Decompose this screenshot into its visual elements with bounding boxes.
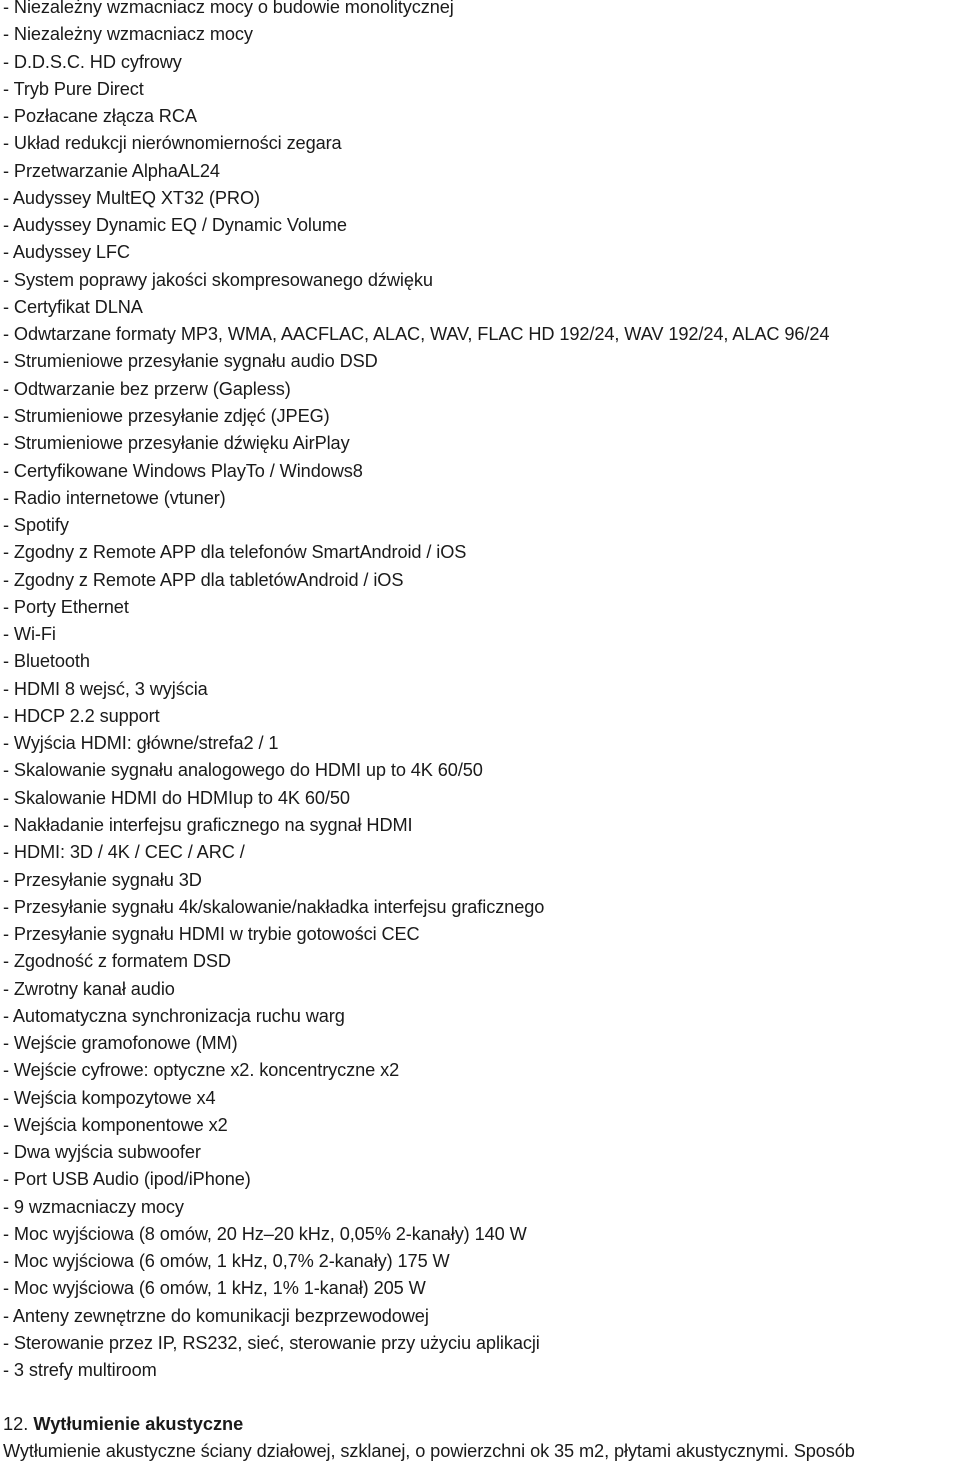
list-item: - Wi-Fi — [3, 624, 56, 645]
list-item: - Niezależny wzmacniacz mocy — [3, 24, 253, 45]
list-item: - Wyjścia HDMI: główne/strefa2 / 1 — [3, 733, 279, 754]
list-item: - 9 wzmacniaczy mocy — [3, 1196, 184, 1217]
list-item: - Przesyłanie sygnału HDMI w trybie gotowości CEC — [3, 924, 420, 945]
document-page — [3, 0, 958, 1385]
list-item: - Odwtarzane formaty MP3, WMA, AACFLAC, ALAC, WAV, FLAC HD 192/24, WAV 192/24, ALAC 96/24 — [3, 324, 830, 345]
list-item: - Port USB Audio (ipod/iPhone) — [3, 1169, 251, 1190]
list-item: - Strumieniowe przesyłanie zdjęć (JPEG) — [3, 405, 330, 426]
list-item: - Nakładanie interfejsu graficznego na sygnał HDMI — [3, 814, 413, 835]
list-item: - Strumieniowe przesyłanie sygnału audio DSD — [3, 351, 378, 372]
section-heading — [3, 1411, 960, 1438]
list-item: - Wejścia komponentowe x2 — [3, 1114, 228, 1135]
section-number: 12. — [3, 1414, 29, 1434]
feature-list — [3, 0, 958, 1385]
list-item: - Bluetooth — [3, 651, 90, 672]
list-item: - Niezależny wzmacniacz mocy o budowie monolitycznej — [3, 0, 454, 17]
list-item: - Moc wyjściowa (8 omów, 20 Hz–20 kHz, 0,05% 2-kanały) 140 W — [3, 1223, 527, 1244]
list-item: - Odtwarzanie bez przerw (Gapless) — [3, 378, 291, 399]
list-item: - Zwrotny kanał audio — [3, 978, 175, 999]
list-item: - Moc wyjściowa (6 omów, 1 kHz, 0,7% 2-kanały) 175 W — [3, 1251, 450, 1272]
section-paragraph: Wytłumienie akustyczne ściany działowej, szklanej, o powierzchni ok 35 m2, płytami akustycznymi. Sposób — [3, 1441, 855, 1461]
section-12 — [3, 1411, 960, 1465]
list-item: - D.D.S.C. HD cyfrowy — [3, 51, 182, 72]
list-item: - Anteny zewnętrzne do komunikacji bezprzewodowej — [3, 1305, 429, 1326]
list-item: - Wejście cyfrowe: optyczne x2. koncentryczne x2 — [3, 1060, 400, 1081]
section-title: Wytłumienie akustyczne — [33, 1414, 244, 1434]
list-item: - Zgodny z Remote APP dla telefonów SmartAndroid / iOS — [3, 542, 467, 563]
list-item: - System poprawy jakości skompresowanego dźwięku — [3, 269, 433, 290]
list-item: - Wejście gramofonowe (MM) — [3, 1033, 238, 1054]
list-item: - Tryb Pure Direct — [3, 78, 144, 99]
list-item: - 3 strefy multiroom — [3, 1360, 157, 1381]
list-item: - Dwa wyjścia subwoofer — [3, 1142, 201, 1163]
list-item: - Zgodny z Remote APP dla tabletówAndroid / iOS — [3, 569, 404, 590]
list-item: - HDMI 8 wejsć, 3 wyjścia — [3, 678, 208, 699]
list-item: - Porty Ethernet — [3, 596, 129, 617]
list-item: - Automatyczna synchronizacja ruchu warg — [3, 1005, 345, 1026]
list-item: - Certyfikowane Windows PlayTo / Windows8 — [3, 460, 363, 481]
list-item: - Przetwarzanie AlphaAL24 — [3, 160, 220, 181]
list-item: - Skalowanie sygnału analogowego do HDMI up to 4K 60/50 — [3, 760, 483, 781]
list-item: - Pozłacane złącza RCA — [3, 106, 197, 127]
list-item: - Wejścia kompozytowe x4 — [3, 1087, 216, 1108]
list-item: - Przesyłanie sygnału 4k/skalowanie/nakładka interfejsu graficznego — [3, 896, 545, 917]
list-item: - Układ redukcji nierównomierności zegara — [3, 133, 342, 154]
list-item: - Audyssey Dynamic EQ / Dynamic Volume — [3, 215, 347, 236]
list-item: - Certyfikat DLNA — [3, 296, 143, 317]
list-item: - Sterowanie przez IP, RS232, sieć, sterowanie przy użyciu aplikacji — [3, 1333, 540, 1354]
list-item: - Strumieniowe przesyłanie dźwięku AirPlay — [3, 433, 350, 454]
list-item: - HDCP 2.2 support — [3, 705, 160, 726]
list-item: - Spotify — [3, 515, 69, 536]
list-item: - Audyssey MultEQ XT32 (PRO) — [3, 187, 260, 208]
list-item: - Zgodność z formatem DSD — [3, 951, 231, 972]
list-item: - Skalowanie HDMI do HDMIup to 4K 60/50 — [3, 787, 350, 808]
list-item: - Radio internetowe (vtuner) — [3, 487, 226, 508]
list-item: - Audyssey LFC — [3, 242, 130, 263]
list-item: - Przesyłanie sygnału 3D — [3, 869, 202, 890]
list-item: - Moc wyjściowa (6 omów, 1 kHz, 1% 1-kanał) 205 W — [3, 1278, 426, 1299]
list-item: - HDMI: 3D / 4K / CEC / ARC / — [3, 842, 245, 863]
